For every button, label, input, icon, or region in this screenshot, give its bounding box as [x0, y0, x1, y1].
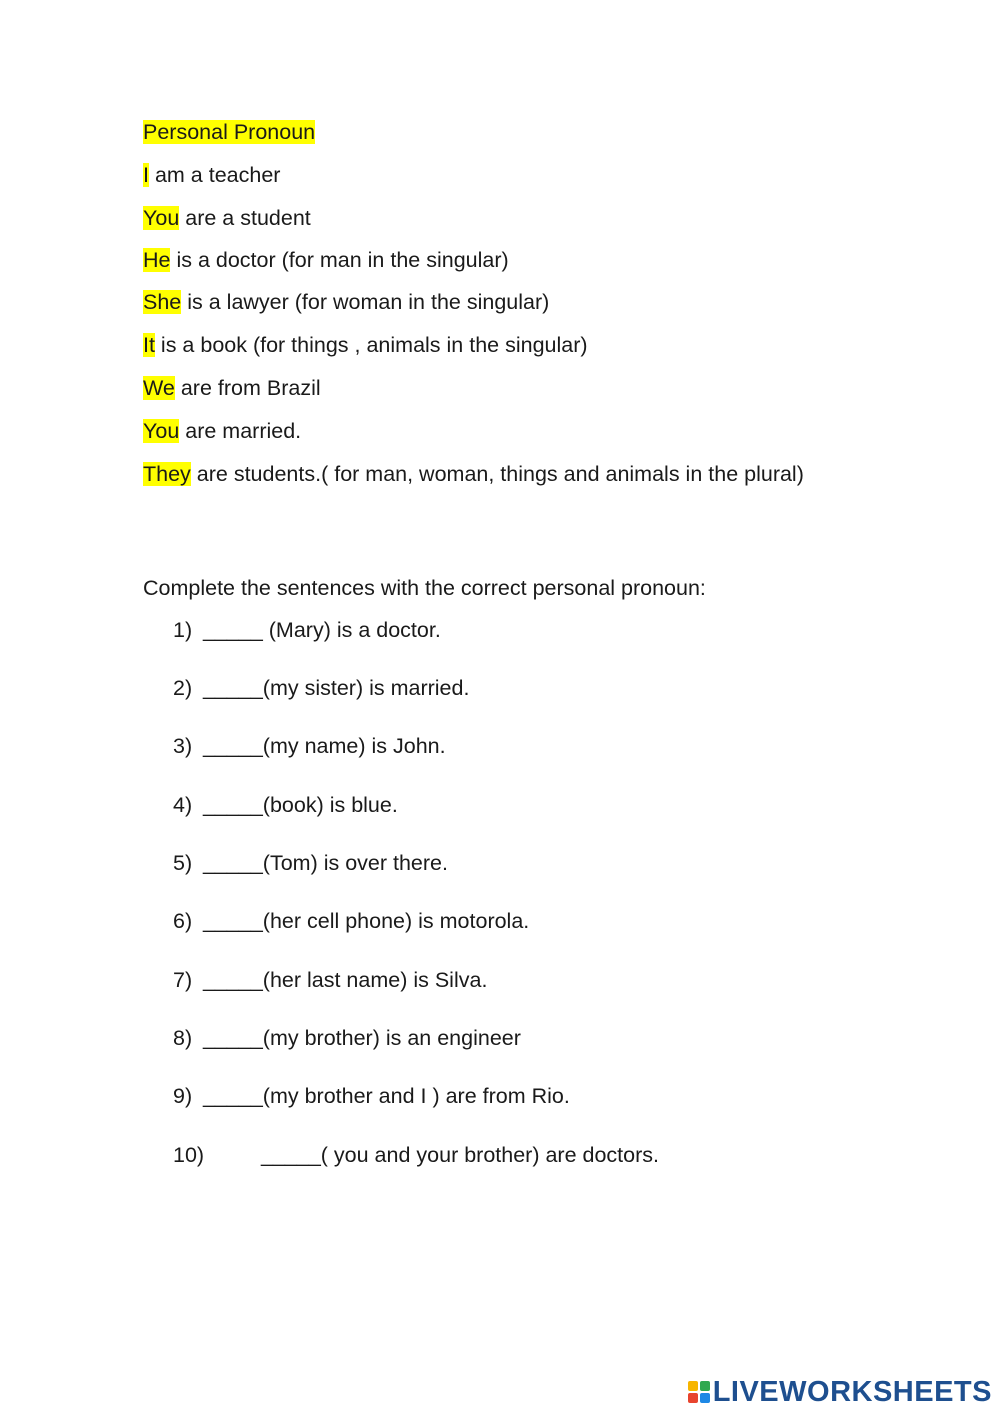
example-line — [143, 246, 509, 275]
exercise-number: 9) — [173, 1084, 193, 1108]
exercise-text: _____(my brother and I ) are from Rio. — [203, 1084, 570, 1108]
exercise-number: 4) — [173, 793, 193, 817]
exercise-text: _____(Tom) is over there. — [203, 851, 448, 875]
exercise-number: 7) — [173, 968, 193, 992]
logo-square — [688, 1393, 698, 1403]
example-text: is a doctor (for man in the singular) — [170, 248, 509, 272]
logo-brand-text: LIVEWORKSHEETS — [712, 1375, 992, 1408]
exercise-text: _____(my name) is John. — [203, 734, 446, 758]
example-line — [143, 161, 280, 190]
example-text: are from Brazil — [174, 376, 321, 400]
exercise-number: 6) — [173, 909, 193, 933]
exercise-text: _____ (Mary) is a doctor. — [203, 618, 441, 642]
pronoun-highlight: We — [143, 376, 175, 400]
exercise-number: 5) — [173, 851, 193, 875]
pronoun-highlight: It — [143, 333, 155, 357]
pronoun-highlight: He — [143, 248, 171, 272]
exercise-text: _____(my sister) is married. — [203, 676, 470, 700]
logo-square — [700, 1393, 710, 1403]
pronoun-highlight: You — [143, 419, 180, 443]
example-line — [143, 417, 301, 446]
example-line — [143, 204, 311, 233]
page-title — [143, 118, 315, 147]
example-text: are married. — [179, 419, 302, 443]
exercise-number: 8) — [173, 1026, 193, 1050]
exercise-text: _____(her cell phone) is motorola. — [203, 909, 530, 933]
logo-square — [700, 1381, 710, 1391]
exercise-text: _____(book) is blue. — [203, 793, 398, 817]
example-text: is a lawyer (for woman in the singular) — [181, 290, 550, 314]
liveworksheets-logo[interactable] — [688, 1375, 992, 1409]
pronoun-highlight: She — [143, 290, 182, 314]
example-text: is a book (for things , animals in the singular) — [154, 333, 588, 357]
example-text: am a teacher — [148, 163, 281, 187]
example-text: are a student — [179, 206, 311, 230]
pronoun-highlight: You — [143, 206, 180, 230]
example-text: are students.( for man, woman, things and animals in the plural) — [190, 462, 804, 486]
exercise-text: _____( you and your brother) are doctors. — [261, 1143, 659, 1167]
logo-square — [688, 1381, 698, 1391]
pronoun-highlight: I — [143, 163, 149, 187]
example-line — [143, 460, 813, 489]
example-line — [143, 288, 549, 317]
exercise-instruction: Complete the sentences with the correct personal pronoun: — [143, 576, 706, 600]
exercise-number: 1) — [173, 618, 193, 642]
exercise-number: 3) — [173, 734, 193, 758]
exercise-text: _____(her last name) is Silva. — [203, 968, 488, 992]
pronoun-highlight: They — [143, 462, 191, 486]
example-line — [143, 374, 321, 403]
example-line — [143, 331, 588, 360]
title-highlight: Personal Pronoun — [143, 120, 316, 144]
liveworksheets-logo-icon — [688, 1381, 710, 1403]
exercise-number: 10) — [173, 1143, 205, 1167]
exercise-number: 2) — [173, 676, 193, 700]
exercise-text: _____(my brother) is an engineer — [203, 1026, 521, 1050]
